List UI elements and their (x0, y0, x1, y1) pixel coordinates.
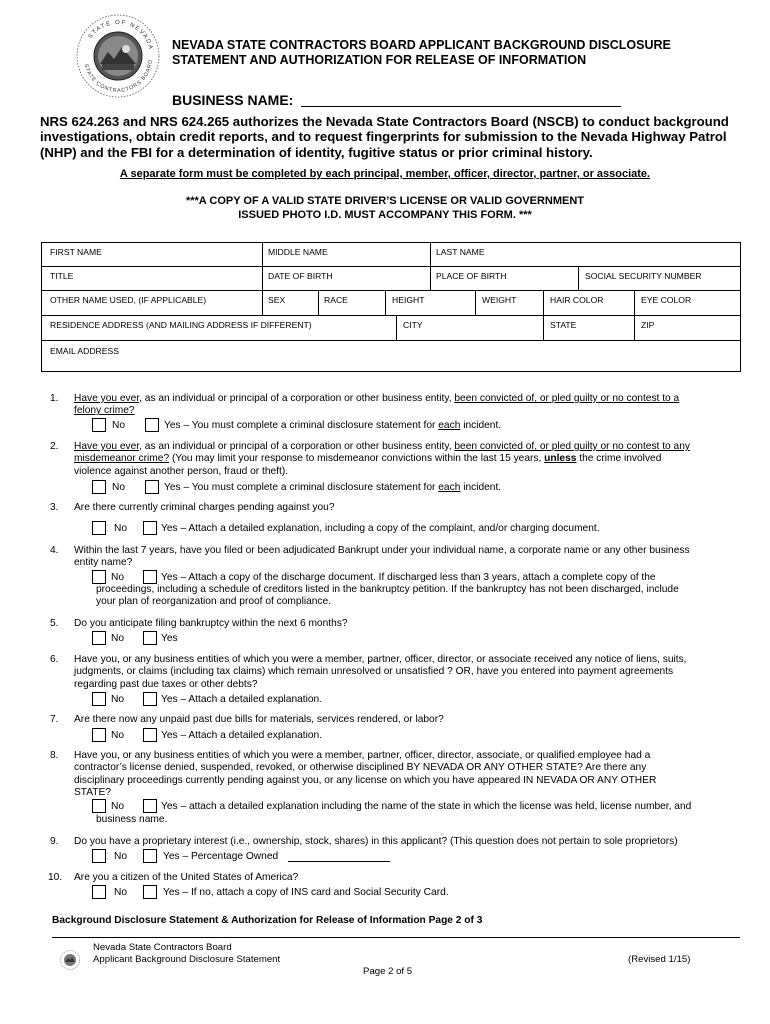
footer-divider (52, 937, 740, 938)
nevada-state-seal (76, 14, 160, 98)
zip-field[interactable]: ZIP (641, 320, 655, 330)
hair-color-field[interactable]: HAIR COLOR (550, 295, 604, 305)
form-title-line1: NEVADA STATE CONTRACTORS BOARD APPLICANT BACKGROUND DISCLOSURE (172, 38, 671, 52)
section-footer-title: Background Disclosure Statement & Authorization for Release of Information Page 2 of 3 (52, 915, 483, 926)
q3-no-checkbox[interactable] (92, 521, 106, 535)
q4-continuation: proceedings, including a schedule of creditors listed in the bankruptcy petition. If the bankruptcy has not been discharged, include your plan of reorganization and proof of compliance. (96, 584, 679, 608)
last-name-field[interactable]: LAST NAME (436, 247, 485, 257)
q10-yes-label: Yes – If no, attach a copy of INS card and Social Security Card. (163, 887, 449, 898)
form-title-line2: STATEMENT AND AUTHORIZATION FOR RELEASE OF INFORMATION (172, 53, 587, 67)
q8-number: 8. (50, 750, 59, 761)
q6-text: Have you, or any business entities of which you were a member, partner, officer, director, or associate received any notice of liens, suits, judgments, or claims (including tax claims) which remain unresolved or unsatisfied ? OR, have you entered into payment agreements regarding past due taxes or other debts? (74, 654, 687, 690)
business-name-field[interactable] (301, 106, 621, 107)
date-of-birth-field[interactable]: DATE OF BIRTH (268, 271, 333, 281)
q7-yes-label: Yes – Attach a detailed explanation. (161, 730, 323, 741)
footer-revision: (Revised 1/15) (628, 954, 691, 965)
q6-no-checkbox[interactable] (92, 692, 106, 706)
q1-no-label: No (112, 420, 126, 431)
q5-no-label: No (111, 633, 125, 644)
q1-number: 1. (50, 393, 59, 404)
q9-text: Do you have a proprietary interest (i.e., ownership, stock, shares) in this applicant? (This question does not pertain to sole proprietors) (74, 836, 678, 847)
q7-no-checkbox[interactable] (92, 728, 106, 742)
percentage-owned-field[interactable] (288, 861, 390, 862)
id-copy-notice (0, 194, 770, 222)
q3-yes-checkbox[interactable] (143, 521, 157, 535)
q7-yes-checkbox[interactable] (143, 728, 157, 742)
q8-yes-label: Yes – attach a detailed explanation including the name of the state in which the license was held, license number, and (161, 801, 692, 812)
q4-yes-label: Yes – Attach a copy of the discharge document. If discharged less than 3 years, attach a complete copy of the (161, 572, 656, 583)
id-copy-notice-line2: ISSUED PHOTO I.D. MUST ACCOMPANY THIS FORM. *** (238, 209, 532, 221)
q8-no-label: No (111, 801, 125, 812)
seal-text-bottom: STATE CONTRACTORS BOARD (82, 58, 155, 95)
form-title (172, 38, 732, 68)
place-of-birth-field[interactable]: PLACE OF BIRTH (436, 271, 507, 281)
q9-no-checkbox[interactable] (92, 849, 106, 863)
footer-org-line1: Nevada State Contractors Board (93, 942, 232, 953)
q5-number: 5. (50, 618, 59, 629)
q5-text: Do you anticipate filing bankruptcy within the next 6 months? (74, 618, 348, 629)
q9-number: 9. (50, 836, 59, 847)
q3-text: Are there currently criminal charges pending against you? (74, 502, 335, 513)
q9-no-label: No (114, 851, 128, 862)
q8-yes-checkbox[interactable] (143, 799, 157, 813)
email-address-field[interactable]: EMAIL ADDRESS (50, 346, 119, 356)
q5-yes-checkbox[interactable] (143, 631, 157, 645)
title-field[interactable]: TITLE (50, 271, 74, 281)
q4-yes-checkbox[interactable] (143, 570, 157, 584)
footer-org (93, 942, 280, 965)
q2-no-checkbox[interactable] (92, 480, 106, 494)
q10-yes-checkbox[interactable] (143, 885, 157, 899)
q9-yes-checkbox[interactable] (143, 849, 157, 863)
weight-field[interactable]: WEIGHT (482, 295, 517, 305)
q2-no-label: No (112, 482, 126, 493)
q4-no-checkbox[interactable] (92, 570, 106, 584)
q8-continuation: business name. (96, 814, 168, 825)
q10-number: 10. (48, 872, 63, 883)
q8-text: Have you, or any business entities of which you were a member, partner, officer, director, associate, or qualified employee had a contractor’s license denied, suspended, revoked, or otherwise disciplined BY NEVADA OR ANY OTHER STATE? Are there any disciplinary proceedings currently pending against you, or any license on which you have appeared IN NEVADA OR ANY OTHER STATE? (74, 750, 657, 799)
q5-no-checkbox[interactable] (92, 631, 106, 645)
q2-text: Have you ever, as an individual or principal of a corporation or other business entity, been convicted of, or pled guilty or no contest to any misdemeanor crime? (You may limit your response to misdemeanor convictions within the last 15 years, unless the crime involved violence against another person, fraud or theft). (74, 441, 690, 477)
residence-address-field[interactable]: RESIDENCE ADDRESS (AND MAILING ADDRESS IF DIFFERENT) (50, 320, 312, 330)
q2-yes-label: Yes – You must complete a criminal disclosure statement for each incident. (164, 482, 502, 493)
separate-form-notice: A separate form must be completed by each principal, member, officer, director, partner, or associate. (119, 168, 651, 180)
q3-no-label: No (114, 523, 128, 534)
seal-text-top: STATE OF NEVADA (87, 19, 154, 52)
business-name-label: BUSINESS NAME: (172, 92, 294, 108)
q1-yes-checkbox[interactable] (145, 418, 159, 432)
q2-number: 2. (50, 441, 59, 452)
id-copy-notice-line1: ***A COPY OF A VALID STATE DRIVER’S LICENSE OR VALID GOVERNMENT (185, 195, 585, 207)
q4-text: Within the last 7 years, have you filed or been adjudicated Bankrupt under your individual name, a corporate name or any other business entity name? (74, 545, 690, 569)
first-name-field[interactable]: FIRST NAME (50, 247, 102, 257)
q7-number: 7. (50, 714, 59, 725)
other-name-field[interactable]: OTHER NAME USED, (IF APPLICABLE) (50, 295, 207, 305)
ssn-field[interactable]: SOCIAL SECURITY NUMBER (585, 271, 702, 281)
middle-name-field[interactable]: MIDDLE NAME (268, 247, 328, 257)
q7-text: Are there now any unpaid past due bills for materials, services rendered, or labor? (74, 714, 444, 725)
q10-text: Are you a citizen of the United States of America? (74, 872, 299, 883)
intro-paragraph: NRS 624.263 and NRS 624.265 authorizes the Nevada State Contractors Board (NSCB) to conduct background investigations, obtain credit reports, and to request fingerprints for submission to the Nevada Highway Patrol (NHP) and the FBI for a determination of identity, fugitive status or prior criminal history. (40, 114, 729, 160)
q5-yes-label: Yes (161, 633, 178, 644)
q6-number: 6. (50, 654, 59, 665)
race-field[interactable]: RACE (324, 295, 348, 305)
sex-field[interactable]: SEX (268, 295, 286, 305)
q7-no-label: No (111, 730, 125, 741)
q9-yes-label: Yes – Percentage Owned (163, 851, 279, 862)
city-field[interactable]: CITY (403, 320, 423, 330)
q2-yes-checkbox[interactable] (145, 480, 159, 494)
q10-no-label: No (114, 887, 128, 898)
applicant-info-grid (41, 242, 741, 372)
q4-no-label: No (111, 572, 125, 583)
q1-yes-label: Yes – You must complete a criminal disclosure statement for each incident. (164, 420, 502, 431)
q4-number: 4. (50, 545, 59, 556)
q6-no-label: No (111, 694, 125, 705)
q6-yes-checkbox[interactable] (143, 692, 157, 706)
footer-seal-icon (60, 950, 80, 970)
footer-page-number: Page 2 of 5 (363, 966, 413, 977)
q1-no-checkbox[interactable] (92, 418, 106, 432)
q3-yes-label: Yes – Attach a detailed explanation, including a copy of the complaint, and/or charging document. (161, 523, 600, 534)
q8-no-checkbox[interactable] (92, 799, 106, 813)
q3-number: 3. (50, 502, 59, 513)
q1-text: Have you ever, as an individual or principal of a corporation or other business entity, been convicted of, or pled guilty or no contest to a felony crime? (74, 393, 680, 417)
height-field[interactable]: HEIGHT (392, 295, 425, 305)
q10-no-checkbox[interactable] (92, 885, 106, 899)
eye-color-field[interactable]: EYE COLOR (641, 295, 692, 305)
state-field[interactable]: STATE (550, 320, 577, 330)
footer-org-line2: Applicant Background Disclosure Statement (93, 953, 281, 965)
q6-yes-label: Yes – Attach a detailed explanation. (161, 694, 323, 705)
